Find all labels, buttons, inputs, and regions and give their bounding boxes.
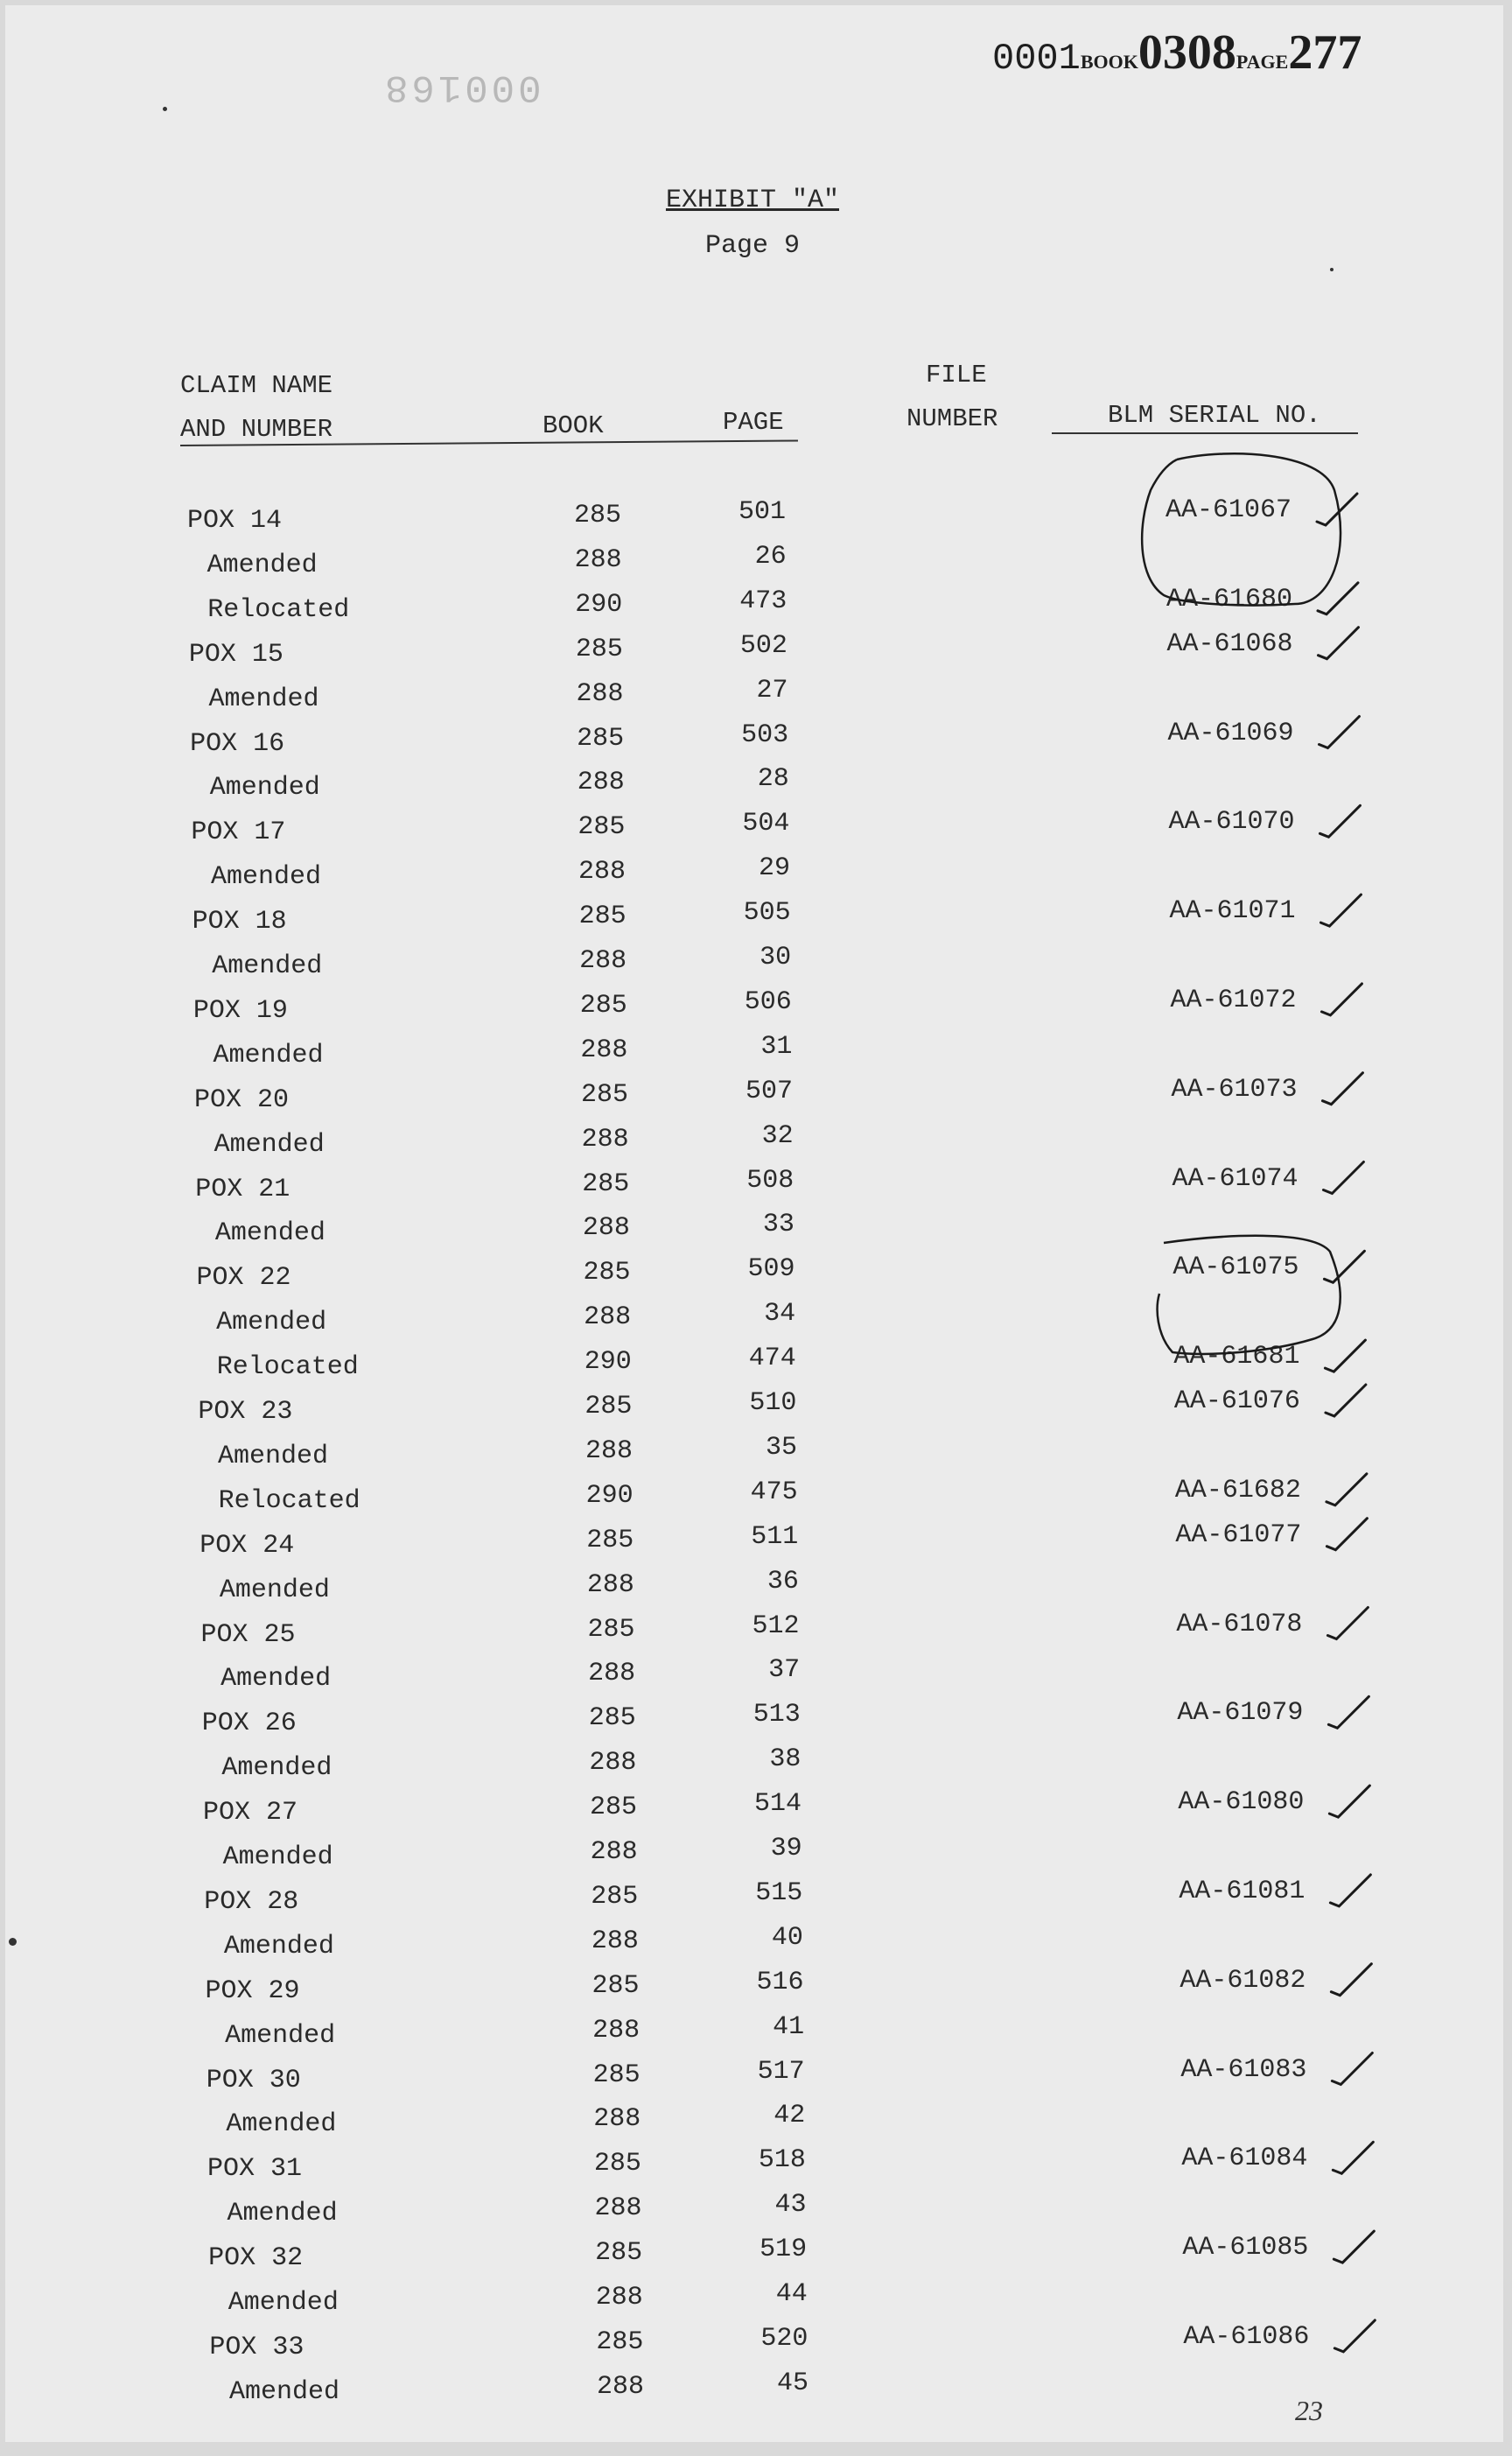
- handwritten-page-number: 23: [1295, 2395, 1323, 2426]
- blm-serial-cell: AA-61085: [1182, 2233, 1309, 2263]
- claim-name-cell: POX 27: [202, 1798, 298, 1828]
- claim-name-cell: Amended: [210, 862, 321, 893]
- book-cell: 288: [594, 2193, 642, 2224]
- check-mark-icon: [1327, 1608, 1368, 1639]
- page-cell: 29: [758, 853, 790, 884]
- claim-name-cell: Amended: [228, 2288, 339, 2318]
- page-cell: 515: [755, 1877, 803, 1908]
- page-cell: 508: [746, 1165, 794, 1196]
- exhibit-title: EXHIBIT "A": [665, 186, 840, 215]
- book-cell: 285: [587, 1614, 635, 1645]
- page-cell: 40: [771, 1922, 803, 1953]
- check-mark-icon: [1323, 1162, 1363, 1194]
- claim-name-cell: Amended: [223, 1931, 334, 1961]
- claim-name-cell: Relocated: [207, 594, 350, 625]
- check-mark-icon: [1325, 1340, 1365, 1372]
- page-cell: 511: [751, 1521, 799, 1552]
- book-cell: 288: [585, 1435, 634, 1466]
- check-mark-icon: [1318, 583, 1358, 614]
- claim-name-cell: Amended: [212, 951, 323, 981]
- check-mark-icon: [1329, 1786, 1369, 1817]
- book-cell: 285: [588, 1703, 636, 1734]
- page-cell: 30: [760, 943, 792, 972]
- page-cell: 507: [746, 1076, 794, 1106]
- claim-name-cell: Amended: [208, 684, 319, 714]
- check-mark-icon: [1332, 2053, 1372, 2085]
- claim-name-cell: Amended: [221, 1753, 332, 1784]
- check-mark-icon: [1333, 2142, 1373, 2173]
- header-claim-line2: AND NUMBER: [180, 415, 333, 444]
- claim-name-cell: Amended: [214, 1218, 326, 1249]
- page-cell: 518: [758, 2145, 806, 2176]
- blm-serial-cell: AA-61081: [1179, 1876, 1306, 1906]
- check-mark-icon: [1319, 717, 1359, 748]
- claim-name-cell: POX 20: [194, 1084, 290, 1115]
- check-mark-icon: [1320, 805, 1360, 837]
- page-cell: 32: [761, 1120, 794, 1151]
- claim-name-cell: POX 31: [206, 2154, 302, 2185]
- blm-serial-cell: AA-61680: [1166, 584, 1293, 614]
- header-file-line1: FILE: [926, 361, 987, 389]
- book-cell: 285: [596, 2326, 644, 2357]
- page-cell: 27: [756, 675, 788, 705]
- claim-name-cell: POX 23: [198, 1397, 293, 1427]
- book-cell: 285: [581, 1079, 629, 1110]
- book-cell: 285: [584, 1392, 633, 1421]
- stamp-book-number: 0308: [1138, 25, 1236, 80]
- check-mark-icon: [1326, 1474, 1367, 1505]
- claim-name-cell: POX 19: [192, 995, 288, 1026]
- claim-name-cell: Relocated: [218, 1485, 360, 1516]
- check-mark-icon: [1328, 1696, 1368, 1728]
- page-cell: 512: [752, 1610, 800, 1641]
- book-cell: 285: [593, 2149, 641, 2179]
- blm-serial-cell: AA-61080: [1178, 1787, 1305, 1818]
- blm-serial-cell: AA-61067: [1166, 495, 1292, 525]
- page-cell: 513: [752, 1700, 801, 1730]
- claim-name-cell: POX 18: [192, 907, 287, 937]
- page-cell: 37: [768, 1655, 801, 1686]
- page-cell: 33: [762, 1210, 794, 1240]
- claim-name-cell: POX 26: [201, 1709, 297, 1739]
- blm-serial-cell: AA-61082: [1180, 1965, 1306, 1996]
- book-cell: 288: [593, 2104, 641, 2135]
- book-cell: 288: [588, 1659, 636, 1689]
- blm-serial-cell: AA-61076: [1173, 1386, 1300, 1416]
- page-cell: 516: [756, 1967, 804, 1997]
- page-cell: 28: [757, 764, 789, 795]
- header-claim-line1: CLAIM NAME: [180, 371, 333, 400]
- book-cell: 285: [595, 2238, 643, 2269]
- claim-name-cell: POX 14: [187, 506, 283, 536]
- page-cell: 39: [770, 1834, 802, 1863]
- stamp-page-word: PAGE: [1236, 51, 1289, 73]
- claim-name-cell: Amended: [227, 2199, 338, 2229]
- check-mark-icon: [1334, 2320, 1375, 2352]
- claim-name-cell: Amended: [225, 2020, 336, 2051]
- blm-serial-cell: AA-61074: [1172, 1163, 1298, 1194]
- blm-serial-cell: AA-61068: [1166, 628, 1293, 659]
- check-mark-icon: [1330, 1875, 1370, 1906]
- blm-serial-cell: AA-61069: [1167, 718, 1294, 748]
- page-cell: 501: [738, 497, 786, 527]
- claim-name-cell: Amended: [213, 1040, 324, 1070]
- claim-name-cell: POX 25: [200, 1619, 296, 1650]
- blm-serial-cell: AA-61078: [1176, 1609, 1303, 1639]
- page-cell: 36: [766, 1566, 799, 1596]
- book-cell: 285: [578, 902, 626, 932]
- check-mark-icon: [1321, 984, 1362, 1015]
- book-cell: 285: [591, 1881, 639, 1912]
- claim-name-cell: POX 24: [200, 1530, 295, 1561]
- page-cell: 45: [777, 2368, 809, 2398]
- claim-name-cell: POX 22: [196, 1263, 291, 1294]
- check-mark-icon: [1331, 1964, 1371, 1996]
- check-mark-icon: [1324, 1251, 1364, 1282]
- claim-name-cell: POX 21: [195, 1174, 290, 1204]
- claim-name-cell: POX 33: [209, 2332, 304, 2362]
- book-cell: 290: [584, 1347, 632, 1378]
- book-cell: 285: [589, 1793, 637, 1823]
- header-file-line2: NUMBER: [906, 404, 998, 433]
- book-cell: 288: [576, 678, 624, 709]
- book-cell: 288: [579, 946, 627, 976]
- claim-name-cell: POX 15: [188, 639, 284, 670]
- book-cell: 285: [583, 1258, 631, 1288]
- claim-name-cell: POX 32: [208, 2243, 304, 2274]
- book-cell: 285: [592, 2060, 640, 2090]
- blm-serial-cell: AA-61075: [1172, 1253, 1299, 1283]
- claim-name-cell: POX 29: [205, 1975, 300, 2006]
- blm-serial-cell: AA-61086: [1183, 2321, 1310, 2352]
- scan-speck: [163, 107, 167, 111]
- page-cell: 473: [739, 586, 788, 616]
- book-cell: 288: [581, 1124, 629, 1154]
- blm-serial-cell: AA-61682: [1174, 1475, 1301, 1505]
- book-cell: 285: [578, 812, 626, 843]
- stamp-page-number: 277: [1288, 25, 1362, 80]
- book-cell: 288: [582, 1213, 630, 1244]
- book-cell: 285: [582, 1168, 630, 1199]
- claim-name-cell: POX 16: [190, 728, 285, 759]
- page-cell: 505: [743, 898, 791, 929]
- blm-serial-cell: AA-61681: [1173, 1342, 1300, 1372]
- check-mark-icon: [1318, 628, 1358, 659]
- book-cell: 288: [597, 2371, 645, 2402]
- claim-name-cell: Amended: [216, 1308, 327, 1338]
- book-cell: 288: [578, 857, 626, 888]
- check-mark-icon: [1326, 1519, 1367, 1550]
- book-cell: 288: [589, 1748, 637, 1779]
- claim-name-cell: POX 30: [206, 2065, 301, 2095]
- header-book: BOOK: [542, 411, 604, 440]
- claim-name-cell: POX 28: [204, 1886, 299, 1917]
- page-cell: 506: [744, 986, 792, 1017]
- stamp-book-word: BOOK: [1080, 51, 1138, 73]
- book-cell: 288: [592, 2015, 640, 2045]
- book-cell: 288: [586, 1569, 634, 1600]
- page-cell: 514: [753, 1789, 802, 1820]
- header-page: PAGE: [723, 408, 784, 437]
- book-cell: 288: [584, 1302, 632, 1333]
- page-cell: 43: [774, 2190, 807, 2221]
- document-page: [5, 5, 1503, 2442]
- page-cell: 475: [750, 1477, 798, 1507]
- book-cell: 285: [577, 723, 625, 754]
- header-blm-serial: BLM SERIAL NO.: [1108, 401, 1321, 430]
- page-cell: 504: [742, 809, 790, 839]
- claim-name-cell: Amended: [214, 1129, 325, 1160]
- book-page-stamp: [992, 25, 1362, 81]
- claim-name-cell: Amended: [209, 773, 320, 803]
- claim-name-cell: Relocated: [216, 1352, 359, 1383]
- claim-name-cell: Amended: [206, 550, 318, 580]
- page-cell: 517: [757, 2056, 805, 2087]
- book-cell: 285: [592, 1970, 640, 2001]
- check-mark-icon: [1326, 1385, 1366, 1416]
- page-cell: 474: [748, 1344, 796, 1374]
- book-cell: 285: [573, 501, 621, 530]
- page-cell: 520: [760, 2323, 808, 2354]
- claim-name-cell: Amended: [220, 1664, 332, 1695]
- book-cell: 288: [580, 1035, 628, 1065]
- blm-serial-cell: AA-61073: [1171, 1074, 1298, 1105]
- page-cell: 35: [766, 1432, 798, 1463]
- check-mark-icon: [1320, 895, 1361, 926]
- book-cell: 288: [590, 1837, 638, 1867]
- book-cell: 288: [591, 1926, 639, 1956]
- book-cell: 285: [575, 634, 623, 664]
- header-underline-right: [1052, 432, 1358, 434]
- page-subtitle: Page 9: [704, 231, 801, 261]
- book-cell: 288: [574, 544, 622, 575]
- page-cell: 31: [760, 1031, 793, 1062]
- claim-name-cell: Amended: [226, 2109, 337, 2140]
- circle-mark-icon: [1142, 453, 1340, 605]
- faint-stamp: 000168: [382, 65, 542, 109]
- page-cell: 44: [775, 2279, 808, 2309]
- claim-name-cell: Amended: [218, 1441, 329, 1471]
- page-cell: 34: [764, 1299, 796, 1330]
- scan-speck: [9, 1938, 17, 1946]
- page-cell: 26: [754, 541, 787, 572]
- book-cell: 290: [575, 589, 623, 620]
- page-cell: 509: [747, 1254, 795, 1285]
- book-cell: 285: [579, 990, 627, 1021]
- scan-speck: [1330, 268, 1334, 271]
- blm-serial-cell: AA-61070: [1168, 807, 1295, 838]
- book-cell: 288: [595, 2283, 643, 2312]
- claim-name-cell: Amended: [222, 1842, 333, 1872]
- page-cell: 38: [769, 1744, 802, 1775]
- stamp-prefix: 0001: [992, 38, 1081, 80]
- blm-serial-cell: AA-61072: [1170, 985, 1297, 1015]
- claim-name-cell: Amended: [219, 1575, 330, 1605]
- blm-serial-cell: AA-61083: [1180, 2054, 1307, 2085]
- book-cell: 288: [577, 768, 625, 798]
- claim-name-cell: POX 17: [191, 817, 286, 848]
- page-cell: 503: [741, 719, 789, 750]
- check-mark-icon: [1334, 2231, 1374, 2263]
- page-cell: 42: [774, 2101, 806, 2131]
- page-cell: 502: [739, 630, 788, 661]
- check-mark-icon: [1317, 494, 1357, 525]
- page-cell: 510: [749, 1388, 797, 1418]
- book-cell: 290: [585, 1480, 634, 1511]
- blm-serial-cell: AA-61079: [1177, 1698, 1304, 1729]
- check-mark-icon: [1322, 1073, 1362, 1105]
- page-cell: 519: [760, 2235, 808, 2265]
- claim-name-cell: Amended: [229, 2376, 340, 2407]
- book-cell: 285: [586, 1525, 634, 1555]
- blm-serial-cell: AA-61077: [1175, 1519, 1302, 1550]
- blm-serial-cell: AA-61071: [1169, 896, 1296, 927]
- blm-serial-cell: AA-61084: [1181, 2144, 1308, 2174]
- page-cell: 41: [773, 2011, 805, 2042]
